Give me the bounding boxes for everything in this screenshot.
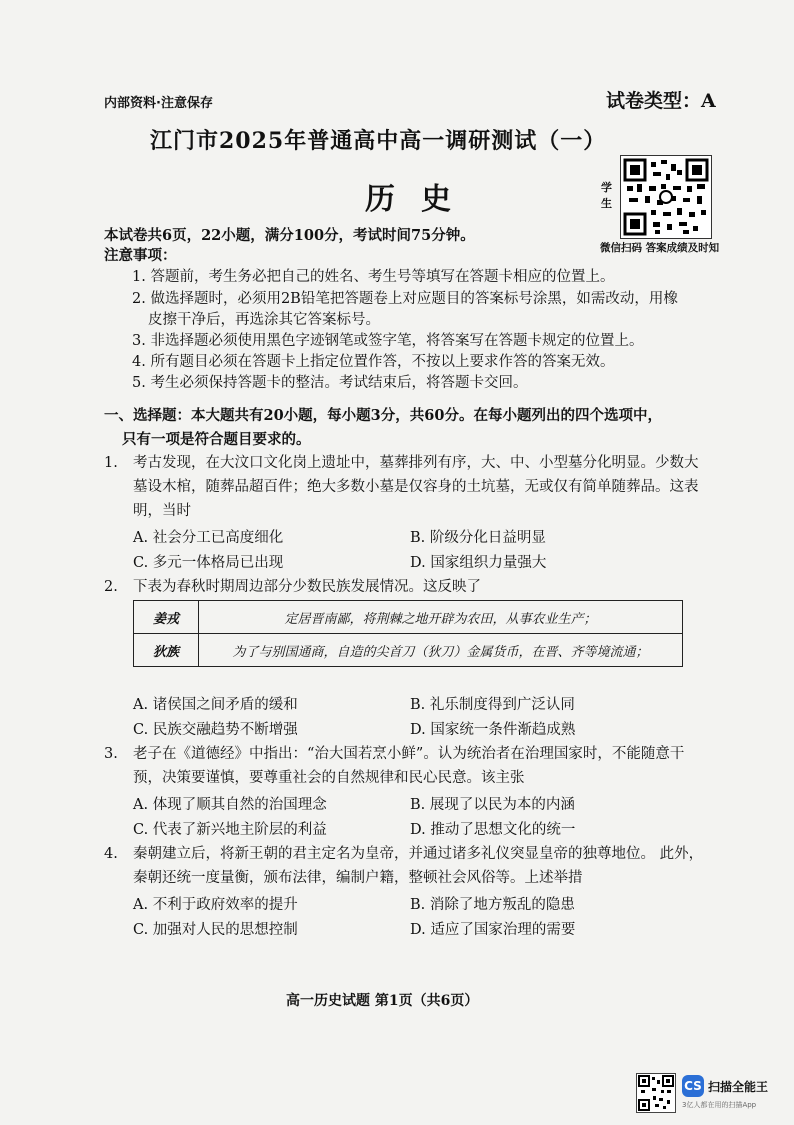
exam-info: 本试卷共6页，22小题，满分100分，考试时间75分钟。 (104, 227, 475, 244)
note-item: 1. 答题前，考生务必把自己的姓名、考生号等填写在答题卡相应的位置上。 (132, 269, 615, 285)
note-item: 4. 所有题目必须在答题卡上指定位置作答，不按以上要求作答的答案无效。 (132, 354, 615, 370)
question-3-stem: 老子在《道德经》中指出：“治大国若烹小鲜”。认为统治者在治理国家时，不能随意干 (133, 746, 685, 762)
question-3-option-c: C. 代表了新兴地主阶层的利益 (133, 822, 327, 838)
section-heading: 一、选择题：本大题共有20小题，每小题3分，共60分。在每小题列出的四个选项中， (104, 407, 662, 424)
question-4-option-d: D. 适应了国家治理的需要 (410, 922, 576, 938)
table-cell-description: 定居晋南鄙，将荆棘之地开辟为农田，从事农业生产； (199, 601, 683, 634)
confidential-label: 内部资料·注意保存 (104, 96, 213, 111)
question-4-option-a: A. 不利于政府效率的提升 (133, 897, 298, 913)
question-4-stem: 秦朝还统一度量衡，颁布法律，编制户籍，整顿社会风俗等。上述举措 (133, 870, 583, 886)
page-footer: 高一历史试题 第1页（共6页） (286, 993, 479, 1009)
question-1-option-d: D. 国家组织力量强大 (410, 555, 547, 571)
ethnic-groups-table (133, 600, 683, 667)
question-2-option-d: D. 国家统一条件渐趋成熟 (410, 722, 576, 738)
question-1-stem: 墓设木棺，随葬品超百件；绝大多数小墓是仅容身的土坑墓，无或仅有简单随葬品。这表 (133, 479, 699, 495)
question-number: 4. (104, 846, 118, 862)
table-cell-group: 姜戎 (134, 601, 199, 634)
table-row (134, 634, 683, 667)
question-2-option-a: A. 诸侯国之间矛盾的缓和 (133, 697, 298, 713)
exam-title: 江门市2025年普通高中高一调研测试（一） (150, 128, 607, 154)
question-1-option-a: A. 社会分工已高度细化 (133, 530, 284, 546)
note-item: 5. 考生必须保持答题卡的整洁。考试结束后，将答题卡交回。 (132, 375, 528, 391)
question-2-option-b: B. 礼乐制度得到广泛认同 (410, 697, 575, 713)
table-cell-group: 狄族 (134, 634, 199, 667)
student-label: 学生 (601, 181, 612, 210)
question-number: 1. (104, 455, 118, 471)
question-1-stem: 考古发现，在大汶口文化岗上遗址中，墓葬排列有序，大、中、小型墓分化明显。少数大 (133, 455, 699, 471)
notes-title: 注意事项： (104, 247, 177, 264)
section-heading-cont: 只有一项是符合题目要求的。 (122, 431, 311, 448)
table-cell-description: 为了与别国通商，自造的尖首刀（狄刀）金属货币，在晋、齐等境流通； (199, 634, 683, 667)
question-1-option-b: B. 阶级分化日益明显 (410, 530, 546, 546)
question-1-option-c: C. 多元一体格局已出现 (133, 555, 284, 571)
question-3-option-b: B. 展现了以民为本的内涵 (410, 797, 575, 813)
scanner-app-icon: CS (682, 1075, 704, 1097)
question-4-stem: 秦朝建立后，将新王朝的君主定名为皇帝，并通过诸多礼仪突显皇帝的独尊地位。 此外， (133, 846, 704, 862)
question-1-stem: 明，当时 (133, 503, 191, 519)
question-number: 3. (104, 746, 118, 762)
note-item: 皮擦干净后，再选涂其它答案标号。 (148, 312, 380, 328)
question-4-option-c: C. 加强对人民的思想控制 (133, 922, 298, 938)
question-3-option-d: D. 推动了思想文化的统一 (410, 822, 576, 838)
question-3-option-a: A. 体现了顺其自然的治国理念 (133, 797, 327, 813)
question-4-option-b: B. 消除了地方叛乱的隐患 (410, 897, 575, 913)
qr-caption: 微信扫码 答案成绩及时知 (600, 242, 720, 254)
question-2-stem: 下表为春秋时期周边部分少数民族发展情况。这反映了 (133, 579, 481, 595)
question-number: 2. (104, 579, 118, 595)
qr-code-icon (620, 155, 712, 239)
note-item: 3. 非选择题必须使用黑色字迹钢笔或签字笔，将答案写在答题卡规定的位置上。 (132, 333, 644, 349)
scanner-app-tagline: 3亿人都在用的扫描App (682, 1101, 757, 1109)
table-row (134, 601, 683, 634)
qr-code-icon (636, 1073, 676, 1113)
question-3-stem: 预，决策要谨慎，要尊重社会的自然规律和民心民意。该主张 (133, 770, 525, 786)
question-2-option-c: C. 民族交融趋势不断增强 (133, 722, 298, 738)
paper-type: 试卷类型：A (606, 90, 716, 112)
subject-title: 历史 (365, 182, 477, 217)
scanner-app-name: 扫描全能王 (708, 1080, 769, 1094)
note-item: 2. 做选择题时，必须用2B铅笔把答题卷上对应题目的答案标号涂黑，如需改动，用橡 (132, 291, 678, 307)
